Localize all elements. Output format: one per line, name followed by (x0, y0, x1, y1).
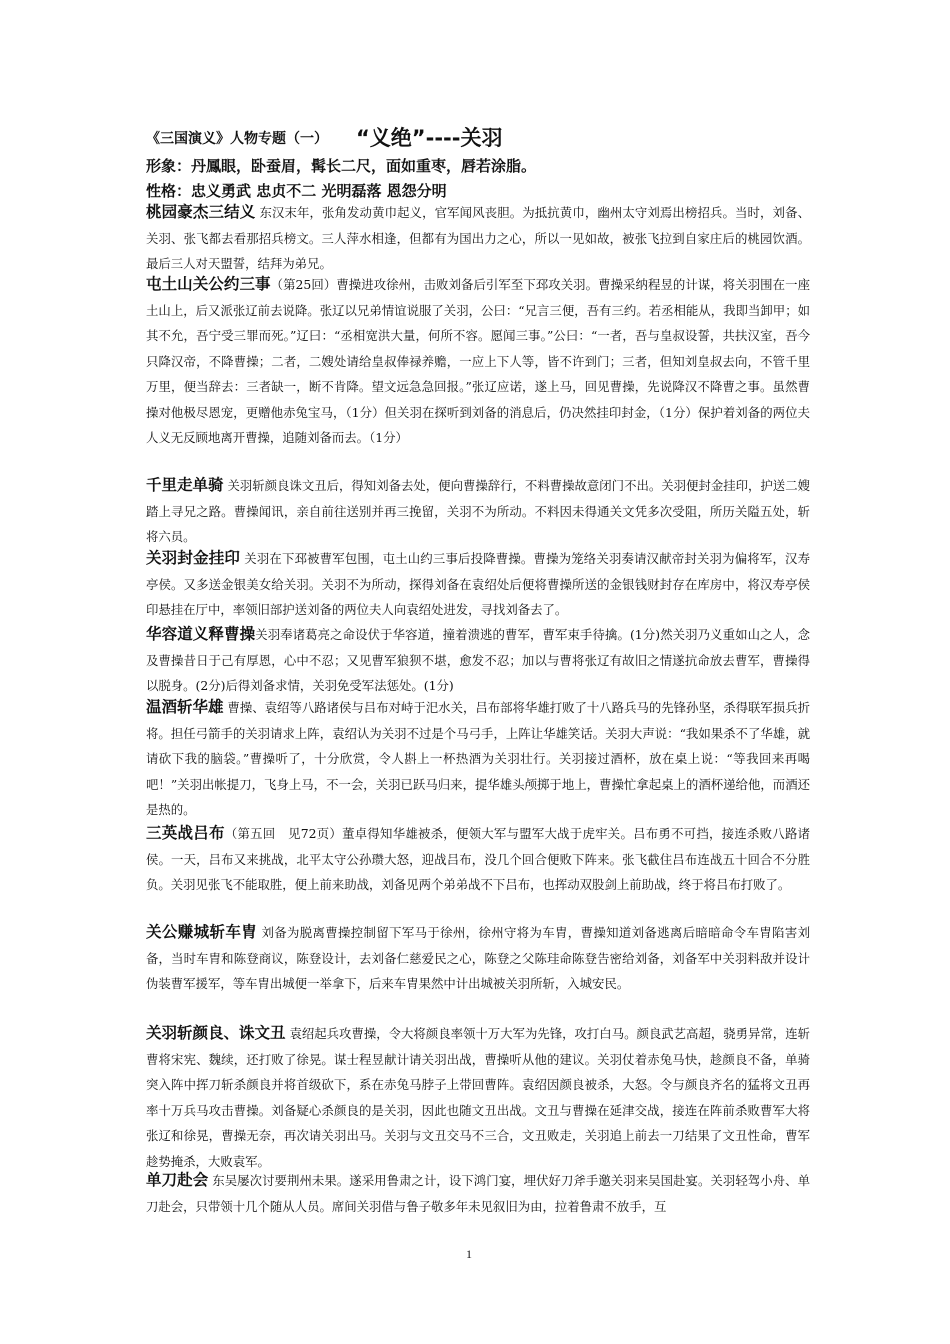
title-line (146, 122, 826, 152)
section-huarongdao (146, 622, 810, 699)
section-body: 东汉末年，张角发动黄巾起义，官军闻风丧胆。为抵抗黄巾，幽州太守刘焉出榜招兵。当时，刘备、关羽、张飞都去看那招兵榜文。三人萍水相逢，但都有为国出力之心，所以一见如故，被张飞拉到自家庄后的桃园饮酒。最后三人对天盟誓，结拜为弟兄。 (146, 205, 810, 271)
section-body: （第25回）曹操进攻徐州，击败刘备后引军至下邳攻关羽。曹操采纳程昱的计谋，将关羽围在一座土山上，后又派张辽前去说降。张辽以兄弟情谊说服了关羽，公曰：“兄言三便，吾有三约。若丞相能从，我即当卸甲；如其不允，吾宁受三罪而死。”辽曰：“丞相宽洪大量，何所不容。愿闻三事。”公曰：“一者，吾与皇叔设誓，共扶汉室，吾今只降汉帝，不降曹操；二者，二嫂处请给皇叔俸禄养赡，一应上下人等，皆不许到门；三者，但知刘皇叔去向，不管千里万里，便当辞去：三者缺一，断不肯降。望文远急急回报。”张辽应诺，遂上马，回见曹操，先说降汉不降曹之事。虽然曹操对他极尽恩宠，更赠他赤兔宝马，（1分）但关羽在探听到刘备的消息后，仍决然挂印封金，（1分）保护着刘备的两位夫人义无反顾地离开曹操，追随刘备而去。（1分） (146, 277, 810, 445)
section-chezhou (146, 920, 810, 997)
section-body: 关羽在下邳被曹军包围，屯土山约三事后投降曹操。曹操为笼络关羽奏请汉献帝封关羽为偏将军，汉寿亭侯。又多送金银美女给关羽。关羽不为所动，探得刘备在袁绍处后便将曹操所送的金银钱财封存在库房中，将汉寿亭侯印悬挂在厅中，率领旧部护送刘备的两位夫人向袁绍处进发，寻找刘备去了。 (146, 551, 810, 617)
section-heading: 温酒斩华雄 (146, 698, 224, 716)
section-body: 关羽斩颜良诛文丑后，得知刘备去处，便向曹操辞行，不料曹操故意闭门不出。关羽便封金挂印，护送二嫂踏上寻兄之路。曹操闻讯，亲自前往送别并再三挽留，关羽不为所动。不料因未得通关文凭多次受阻，所历关隘五处，斩将六员。 (146, 478, 810, 544)
section-heading: 桃园豪杰三结义 (146, 203, 256, 221)
section-fengjin (146, 546, 810, 623)
section-body: 袁绍起兵攻曹操，令大将颜良率领十万大军为先锋，攻打白马。颜良武艺高超，骁勇异常，连斩曹将宋宪、魏续，还打败了徐晃。谋士程昱献计请关羽出战，曹操听从他的建议。关羽仗着赤兔马快，趁颜良不备，单骑突入阵中挥刀斩杀颜良并将首级砍下，系在赤兔马脖子上带回曹阵。袁绍因颜良被杀，大怒。令与颜良齐名的猛将文丑再率十万兵马攻击曹操。刘备疑心杀颜良的是关羽，因此也随文丑出战。文丑与曹操在延津交战，接连在阵前杀败曹军大将张辽和徐晃，曹操无奈，再次请关羽出马。关羽与文丑交马不三合，文丑败走，关羽追上前去一刀结果了文丑性命，曹军趁势掩杀，大败袁军。 (146, 1026, 810, 1169)
section-heading: 关公赚城斩车胄 (146, 923, 258, 941)
section-body: （第五回 见72页）董卓得知华雄被杀，便领大军与盟军大战于虎牢关。吕布勇不可挡，接连杀败八路诸侯。一天，吕布又来挑战，北平太守公孙瓒大怒，迎战吕布，没几个回合便败下阵来。张飞截住吕布连战五十回合不分胜负。关羽见张飞不能取胜，便上前来助战，刘备见两个弟弟战不下吕布，也挥动双股剑上前助战，终于将吕布打败了。 (146, 826, 810, 892)
section-yanliang (146, 1021, 810, 1174)
section-dandao (146, 1168, 810, 1220)
series-title: 《三国演义》人物专题（一） (146, 131, 328, 147)
section-body: 刘备为脱离曹操控制留下军马于徐州，徐州守将为车胄，曹操知道刘备逃离后暗暗命令车胄陷害刘备，当时车胄和陈登商议，陈登设计，去刘备仁慈爱民之心，陈登之父陈珪命陈登告密给刘备，刘备军中关羽料敌并设计伪装曹军援军，等车胄出城便一举拿下，后来车胄果然中计出城被关羽所斩，入城安民。 (146, 925, 810, 991)
section-heading: 华容道义释曹操 (146, 625, 256, 643)
section-body: 东吴屡次讨要荆州未果。遂采用鲁肃之计，设下鸿门宴，埋伏好刀斧手邀关羽来吴国赴宴。关羽轻驾小舟、单刀赴会，只带领十几个随从人员。席间关羽借与鲁子敬多年未见叙旧为由，拉着鲁肃不放手，互 (146, 1173, 810, 1214)
section-body: 曹操、袁绍等八路诸侯与吕布对峙于汜水关，吕布部将华雄打败了十八路兵马的先锋孙坚，杀得联军损兵折将。担任弓箭手的关羽请求上阵，袁绍认为关羽不过是个马弓手，上阵让华雄笑话。关羽大声说：“我如果杀不了华雄，就请砍下我的脑袋。”曹操听了，十分欣赏，令人斟上一杯热酒为关羽壮行。关羽接过酒杯，放在桌上说：“等我回来再喝吧！”关羽出帐提刀，飞身上马，不一会，关羽已跃马归来，提华雄头颅掷于地上，曹操忙拿起桌上的酒杯递给他，而酒还是热的。 (146, 700, 810, 817)
section-heading: 三英战吕布 (146, 824, 225, 842)
personality-line: 性格：忠义勇武 忠贞不二 光明磊落 恩怨分明 (146, 182, 447, 200)
appearance-line: 形象：丹鳳眼，卧蚕眉，髯长二尺，面如重枣，唇若涂脂。 (146, 157, 537, 175)
section-tutushan (146, 272, 810, 451)
section-body: 关羽奉诸葛亮之命设伏于华容道，撞着溃逃的曹军，曹军束手待擒。(1分)然关羽乃义重如山之人，念及曹操昔日于己有厚恩，心中不忍；又见曹军狼狈不堪，愈发不忍；加以与曹将张辽有故旧之情遂抗命放去曹军，曹操得以脱身。(2分)后得刘备求情，关羽免受军法惩处。(1分) (146, 627, 810, 693)
section-heading: 屯土山关公约三事 (146, 275, 271, 293)
section-heading: 单刀赴会 (146, 1171, 209, 1189)
section-sanying (146, 821, 810, 898)
section-heading: 关羽斩颜良、诛文丑 (146, 1024, 286, 1042)
section-heading: 关羽封金挂印 (146, 549, 241, 567)
section-heading: 千里走单骑 (146, 476, 224, 494)
page-number: 1 (466, 1247, 472, 1261)
section-qianli (146, 473, 810, 550)
section-taoyuan (146, 200, 810, 277)
topic-title: “义绝”----关羽 (356, 126, 503, 150)
section-wenjiu (146, 695, 810, 823)
